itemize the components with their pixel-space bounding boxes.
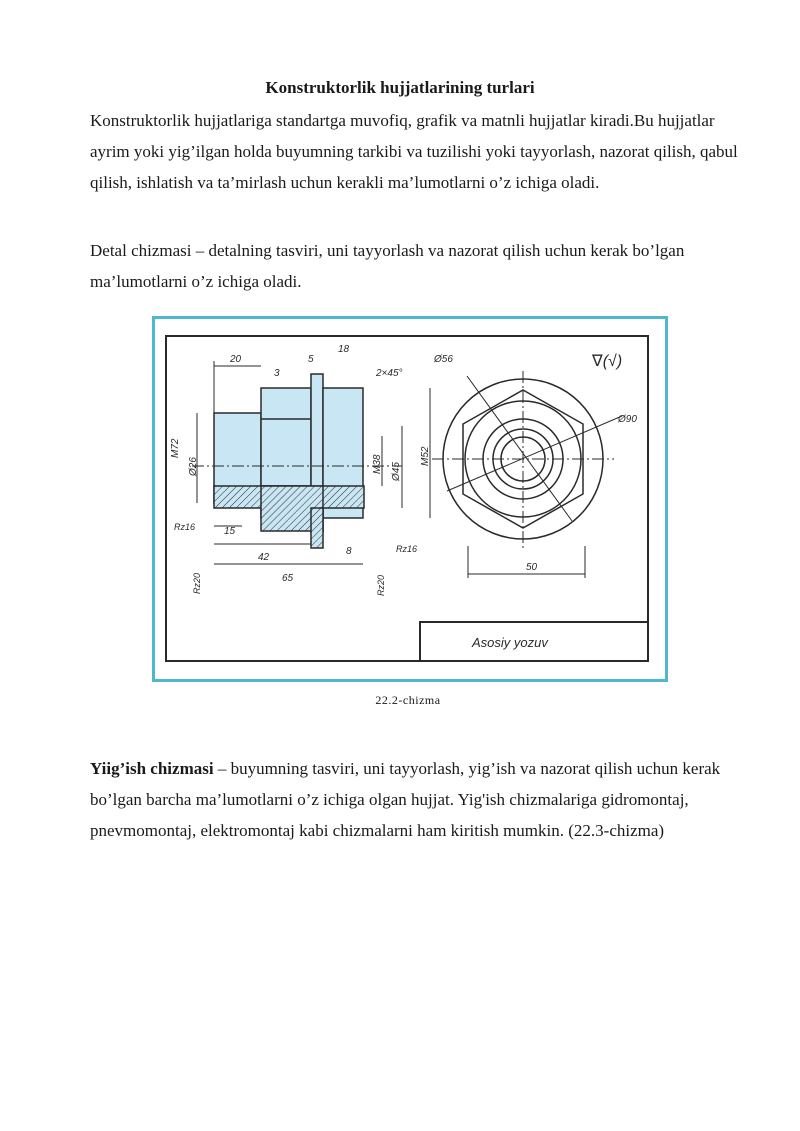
rough-4: Rz20 bbox=[376, 574, 386, 596]
assembly-drawing-term: Yiig’ish chizmasi bbox=[90, 759, 214, 778]
rough-3: Rz20 bbox=[192, 572, 202, 594]
roughness-mark: ∇(√) bbox=[592, 353, 623, 370]
dim-5: 5 bbox=[308, 354, 314, 365]
document-title: Konstruktorlik hujjatlarining turlari bbox=[265, 78, 535, 97]
dim-3: 3 bbox=[274, 368, 280, 379]
dim-d90: Ø90 bbox=[618, 414, 637, 425]
dim-42: 42 bbox=[258, 552, 270, 563]
dim-20: 20 bbox=[230, 354, 242, 365]
paragraph-assembly-drawing bbox=[90, 753, 750, 846]
rough-2: Rz16 bbox=[396, 544, 418, 554]
dim-15: 15 bbox=[224, 526, 236, 537]
paragraph-detail-drawing: Detal chizmasi – detalning tasviri, uni tayyorlash va nazorat qilish uchun kerak bo’lgan ma’lumotlarni o’z ichiga oladi. bbox=[90, 241, 685, 291]
dim-m52: M52 bbox=[420, 446, 431, 466]
figure-caption: 22.2-chizma bbox=[375, 693, 441, 707]
dim-8: 8 bbox=[346, 546, 352, 557]
dim-50: 50 bbox=[526, 562, 538, 573]
dim-65: 65 bbox=[282, 573, 294, 584]
dim-m38: M38 bbox=[372, 454, 383, 474]
title-block-text: Asosiy yozuv bbox=[472, 635, 548, 650]
dim-chamfer: 2×45° bbox=[376, 368, 403, 379]
dim-d45: Ø45 bbox=[391, 462, 402, 481]
dim-d26: Ø26 bbox=[188, 457, 199, 476]
rough-1: Rz16 bbox=[174, 522, 196, 532]
dim-d56: Ø56 bbox=[434, 354, 453, 365]
assembly-drawing-description: – buyumning tasviri, uni tayyorlash, yig’ish va nazorat qilish uchun kerak bo’lgan barcha ma’lumotlarni o’z ichiga olgan hujjat. Yig'ish chizmalariga gidromontaj, pnevmomontaj, elektromontaj kabi chizmalarni ham kiritish mumkin. (22.3-chizma) bbox=[90, 759, 721, 840]
paragraph-intro: Konstruktorlik hujjatlariga standartga muvofiq, grafik va matnli hujjatlar kiradi.Bu hujjatlar ayrim yoki yig’ilgan holda buyumning tarkibi va tuzilishi yoki tayyorlash, nazorat qilish, qabul qilish, ishlatish va ta’mirlash uchun kerakli ma’lumotlarni o’z ichiga oladi. bbox=[90, 111, 738, 192]
dim-m72: M72 bbox=[170, 438, 181, 458]
dim-18: 18 bbox=[338, 344, 350, 355]
technical-drawing-figure bbox=[152, 316, 668, 682]
